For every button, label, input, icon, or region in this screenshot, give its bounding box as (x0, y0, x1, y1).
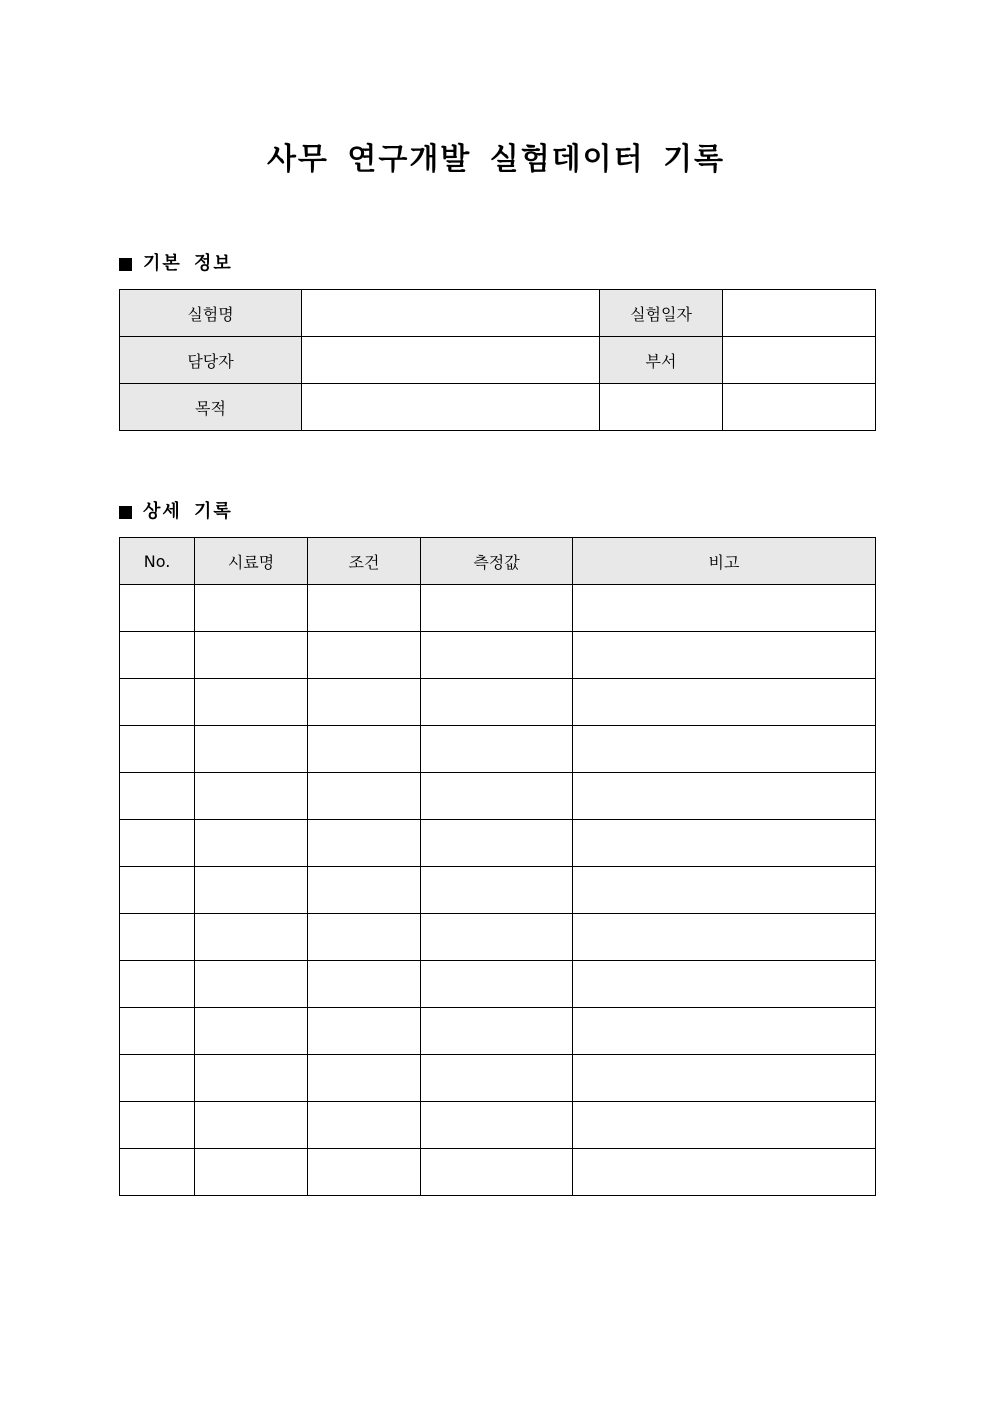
cell-condition[interactable] (308, 679, 421, 726)
cell-measured-value[interactable] (421, 726, 573, 773)
cell-measured-value[interactable] (421, 773, 573, 820)
column-header-measured-value: 측정값 (421, 538, 573, 585)
label-experiment-date: 실험일자 (600, 290, 723, 337)
cell-remarks[interactable] (573, 914, 876, 961)
section-heading-detail-record (119, 500, 233, 524)
cell-sample-name[interactable] (195, 632, 308, 679)
table-row (120, 961, 876, 1008)
cell-remarks[interactable] (573, 585, 876, 632)
purpose-field[interactable] (302, 384, 600, 431)
section-heading-basic-info (119, 252, 233, 276)
cell-condition[interactable] (308, 1055, 421, 1102)
cell-remarks[interactable] (573, 1102, 876, 1149)
person-in-charge-field[interactable] (302, 337, 600, 384)
cell-sample-name[interactable] (195, 585, 308, 632)
table-row (120, 1055, 876, 1102)
cell-measured-value[interactable] (421, 632, 573, 679)
cell-condition[interactable] (308, 867, 421, 914)
cell-measured-value[interactable] (421, 585, 573, 632)
table-row (120, 820, 876, 867)
table-row (120, 1149, 876, 1196)
cell-remarks[interactable] (573, 1008, 876, 1055)
label-purpose: 목적 (120, 384, 302, 431)
cell-measured-value[interactable] (421, 820, 573, 867)
cell-condition[interactable] (308, 632, 421, 679)
cell-no[interactable] (120, 1102, 195, 1149)
cell-no[interactable] (120, 867, 195, 914)
experiment-name-field[interactable] (302, 290, 600, 337)
cell-no[interactable] (120, 1055, 195, 1102)
column-header-no: No. (120, 538, 195, 585)
black-square-icon (119, 506, 132, 519)
cell-measured-value[interactable] (421, 1055, 573, 1102)
black-square-icon (119, 258, 132, 271)
cell-sample-name[interactable] (195, 1055, 308, 1102)
cell-sample-name[interactable] (195, 961, 308, 1008)
table-row (120, 290, 876, 337)
page-title: 사무 연구개발 실험데이터 기록 (266, 142, 726, 177)
cell-measured-value[interactable] (421, 679, 573, 726)
column-header-remarks: 비고 (573, 538, 876, 585)
label-experiment-name: 실험명 (120, 290, 302, 337)
cell-sample-name[interactable] (195, 1149, 308, 1196)
cell-condition[interactable] (308, 820, 421, 867)
column-header-condition: 조건 (308, 538, 421, 585)
cell-sample-name[interactable] (195, 1102, 308, 1149)
cell-no[interactable] (120, 632, 195, 679)
cell-condition[interactable] (308, 1102, 421, 1149)
basic-info-table (119, 289, 876, 431)
empty-cell[interactable] (600, 384, 723, 431)
cell-no[interactable] (120, 1149, 195, 1196)
cell-condition[interactable] (308, 726, 421, 773)
cell-no[interactable] (120, 585, 195, 632)
cell-sample-name[interactable] (195, 820, 308, 867)
cell-measured-value[interactable] (421, 867, 573, 914)
cell-sample-name[interactable] (195, 726, 308, 773)
table-row (120, 1102, 876, 1149)
table-row (120, 1008, 876, 1055)
cell-measured-value[interactable] (421, 1102, 573, 1149)
cell-remarks[interactable] (573, 820, 876, 867)
cell-condition[interactable] (308, 914, 421, 961)
department-field[interactable] (723, 337, 876, 384)
cell-remarks[interactable] (573, 773, 876, 820)
table-row (120, 773, 876, 820)
table-row (120, 914, 876, 961)
empty-cell[interactable] (723, 384, 876, 431)
experiment-date-field[interactable] (723, 290, 876, 337)
cell-condition[interactable] (308, 1149, 421, 1196)
label-department: 부서 (600, 337, 723, 384)
cell-condition[interactable] (308, 1008, 421, 1055)
label-person-in-charge: 담당자 (120, 337, 302, 384)
cell-sample-name[interactable] (195, 773, 308, 820)
cell-remarks[interactable] (573, 1055, 876, 1102)
cell-sample-name[interactable] (195, 1008, 308, 1055)
cell-remarks[interactable] (573, 679, 876, 726)
table-row (120, 679, 876, 726)
cell-no[interactable] (120, 773, 195, 820)
cell-no[interactable] (120, 679, 195, 726)
detail-record-table (119, 537, 876, 1196)
cell-sample-name[interactable] (195, 867, 308, 914)
table-row (120, 632, 876, 679)
table-row (120, 337, 876, 384)
cell-no[interactable] (120, 1008, 195, 1055)
cell-measured-value[interactable] (421, 1149, 573, 1196)
cell-no[interactable] (120, 820, 195, 867)
column-header-sample-name: 시료명 (195, 538, 308, 585)
table-row (120, 726, 876, 773)
cell-condition[interactable] (308, 773, 421, 820)
cell-no[interactable] (120, 914, 195, 961)
cell-measured-value[interactable] (421, 961, 573, 1008)
section-heading-text: 상세 기록 (143, 501, 233, 522)
cell-remarks[interactable] (573, 632, 876, 679)
cell-remarks[interactable] (573, 867, 876, 914)
table-header-row (120, 538, 876, 585)
cell-sample-name[interactable] (195, 914, 308, 961)
cell-condition[interactable] (308, 585, 421, 632)
cell-measured-value[interactable] (421, 914, 573, 961)
cell-condition[interactable] (308, 961, 421, 1008)
cell-no[interactable] (120, 726, 195, 773)
cell-sample-name[interactable] (195, 679, 308, 726)
cell-remarks[interactable] (573, 1149, 876, 1196)
cell-remarks[interactable] (573, 726, 876, 773)
cell-measured-value[interactable] (421, 1008, 573, 1055)
cell-no[interactable] (120, 961, 195, 1008)
table-row (120, 867, 876, 914)
table-row (120, 384, 876, 431)
table-row (120, 585, 876, 632)
cell-remarks[interactable] (573, 961, 876, 1008)
section-heading-text: 기본 정보 (143, 253, 233, 274)
